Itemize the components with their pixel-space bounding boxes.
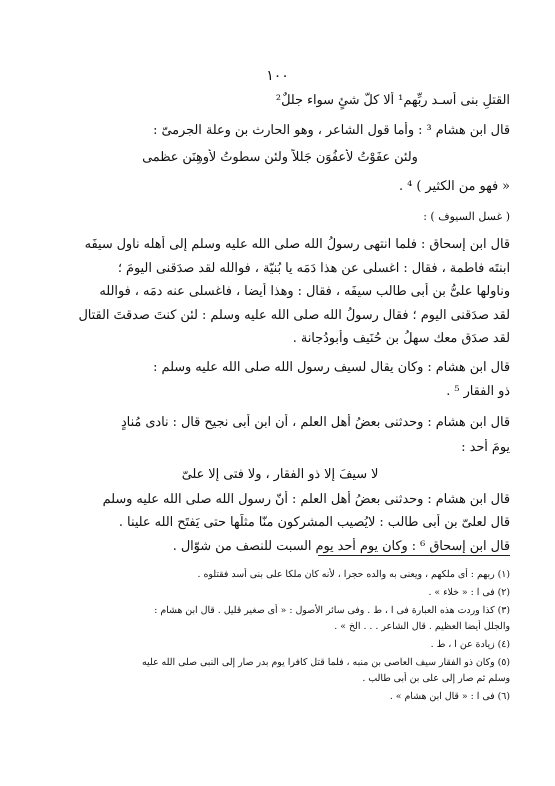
text-line: ذو الفقار ⁵ . (446, 384, 510, 399)
text-line: قال ابن هشام : وكان يقال لسيف رسول الله صلى الله عليه وسلم : (153, 360, 510, 375)
poem-verse: القتلِ بنى أسـد ربِّهم¹ ألا كلّ شئٍ سواء جللٌ² (275, 93, 510, 108)
text-line: وناولها علىُّ بن أبى طالب سيفَه ، فقال : وهذا أيضا ، فاغسلى عنه دمَه ، فوالله (99, 284, 510, 299)
text-line: قال ابن إسحاق : فلما انتهى رسولُ الله صلى الله عليه وسلم إلى أهله ناول سيفَه (84, 237, 510, 252)
page-number: ١٠٠ (266, 68, 289, 84)
text-line: لقد صدَقنى اليوم ؛ فقال رسولُ الله صلى الله عليه وسلم : لئن كنتَ صدقتَ القتال (78, 308, 510, 323)
footnote: (٢) فى ا : « خلاء » . (428, 587, 510, 598)
text-line: يومَ أُحد : (461, 440, 510, 455)
text-line: قال ابن هشام ³ : وأما قول الشاعر ، وهو الحارث بن وعلة الجرمىّ : (153, 123, 510, 138)
footnote: (٣) كذا وردت هذه العبارة فى ا ، ط . وفى سائر الأصول : « أى صغير قليل . قال ابن هشام : (154, 605, 510, 616)
text-line: قال لعلىّ بن أبى طالب : لايُصيب المشركون منّا مثلَها حتى يَفتَح الله علينا . (118, 515, 510, 530)
footnote: (٥) وكان ذو الفقار سيف العاصى بن منبه ، فلما قتل كافرا يوم بدر صار إلى النبى صلى الله عليه (142, 657, 510, 668)
footnote: (٦) فى ا : « قال ابن هشام » . (389, 691, 510, 702)
text-line: قال ابن هشام : وحدثنى بعضُ أهل العلم : أنّ رسول الله صلى الله عليه وسلم (102, 492, 510, 507)
footnote-divider (318, 555, 510, 556)
text-line: قال ابن إسحاق ⁶ : وكان يوم أُحد يوم السبت للنصف من شوّال . (172, 539, 510, 554)
text-line: لقد صدَق معك سهلُ بن حُنَيف وأبودُجانة . (292, 331, 510, 346)
footnote: (٤) زيادة عن ا ، ط . (430, 639, 510, 650)
poem-verse: لا سيفَ إلا ذو الفقار ، ولا فتى إلا علىّ (181, 467, 379, 482)
text-line: قال ابن هشام : وحدثنى بعضُ أهل العلم ، أن ابن أبى نجيح قال : نادى مُنادٍ (120, 415, 510, 430)
text-line: « فهو من الكثير ) ⁴ . (399, 179, 510, 194)
footnote: (١) ربهم : أى ملكهم ، ويعنى به والده حجرا ، لأنه كان ملكا على بنى أسد فقتلوه . (197, 569, 510, 580)
section-heading: ( غسل السيوف ) : (423, 210, 510, 223)
text-line: ابنتَه فاطمة ، فقال : اغسلى عن هذا دَمَه يا بُنيّة ، فوالله لقد صدَقنى اليومَ ؛ (117, 261, 510, 276)
footnote: والجلل أيضا العظيم . قال الشاعر . . . الخ » . (334, 621, 510, 632)
poem-verse: ولئن عفَوْتُ لأعفُوَن جَللاً ولئن سطوتُ لأوهِنَن عظمى (142, 150, 418, 165)
footnote: وسلم ثم صار إلى على بن أبى طالب . (362, 673, 510, 684)
